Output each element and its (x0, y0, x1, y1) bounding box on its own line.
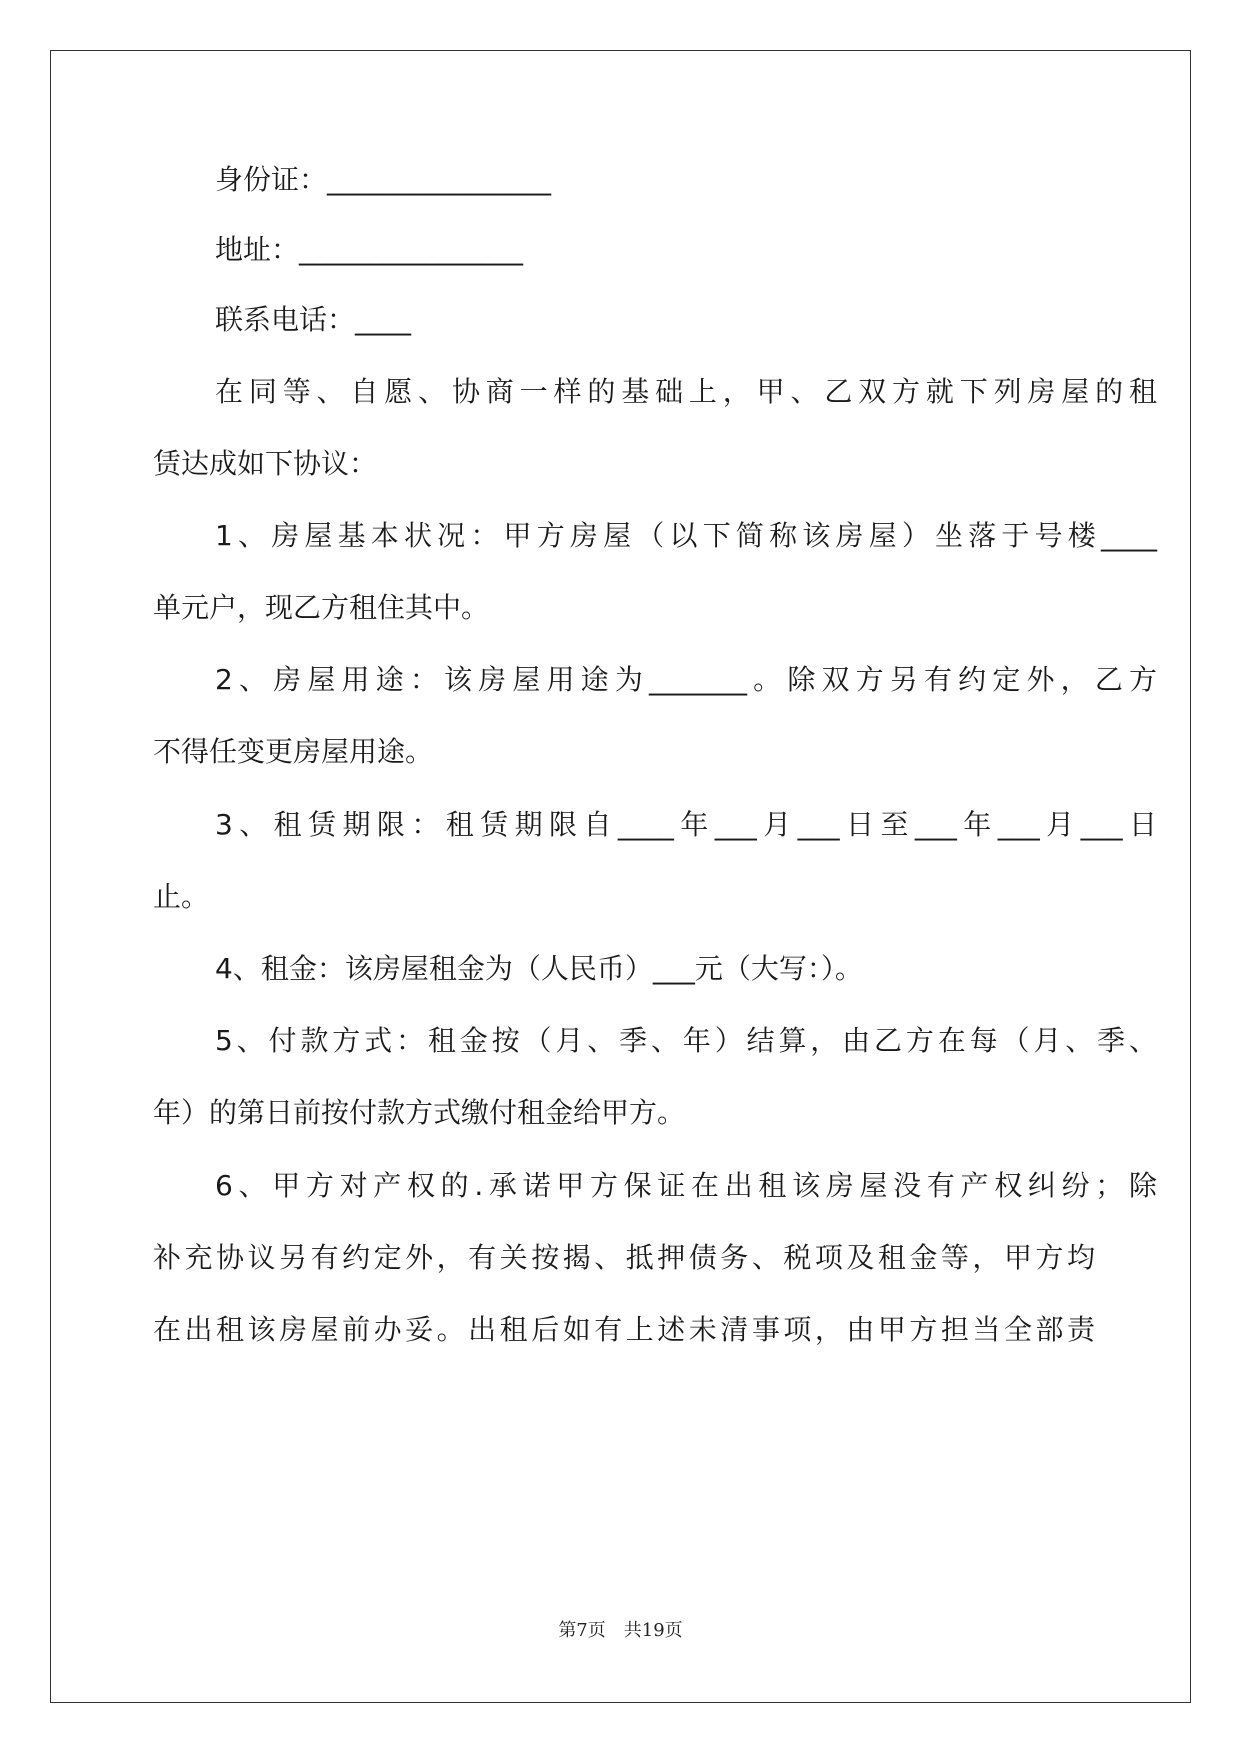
paragraph-intro-line-2: 赁达成如下协议： (153, 447, 378, 480)
paragraph-intro-line-1: 在同等、自愿、协商一样的基础上，甲、乙双方就下列房屋的租 (215, 375, 1157, 408)
clause-6-line-3: 在出租该房屋前办妥。出租后如有上述未清事项，由甲方担当全部责 (153, 1313, 1095, 1346)
clause-4-line-1: 4、租金：该房屋租金为（人民币）___元（大写：）。 (215, 952, 863, 985)
clause-3-line-1: 3、租赁期限：租赁期限自____年___月___日至___年___月___日 (215, 808, 1157, 841)
clause-2-line-2: 不得任变更房屋用途。 (153, 735, 434, 768)
clause-2-line-1: 2、房屋用途：该房屋用途为_______。除双方另有约定外，乙方 (215, 663, 1157, 696)
clause-6-line-2: 补充协议另有约定外，有关按揭、抵押债务、税项及租金等，甲方均 (153, 1241, 1095, 1274)
phone-field: 联系电话：____ (215, 303, 412, 336)
address-field: 地址：________________ (215, 233, 524, 266)
clause-3-line-2: 止。 (153, 880, 210, 913)
clause-5-line-1: 5、付款方式：租金按（月、季、年）结算，由乙方在每（月、季、 (215, 1024, 1157, 1057)
clause-6-line-1: 6、甲方对产权的.承诺甲方保证在出租该房屋没有产权纠纷；除 (215, 1169, 1157, 1202)
page-number-footer: 第7页 共19页 (558, 1620, 683, 1641)
id-card-field: 身份证：________________ (215, 163, 552, 196)
clause-1-line-1: 1、房屋基本状况：甲方房屋（以下简称该房屋）坐落于号楼____ (215, 519, 1157, 552)
clause-5-line-2: 年）的第日前按付款方式缴付租金给甲方。 (153, 1096, 686, 1129)
clause-1-line-2: 单元户，现乙方租住其中。 (153, 591, 490, 624)
